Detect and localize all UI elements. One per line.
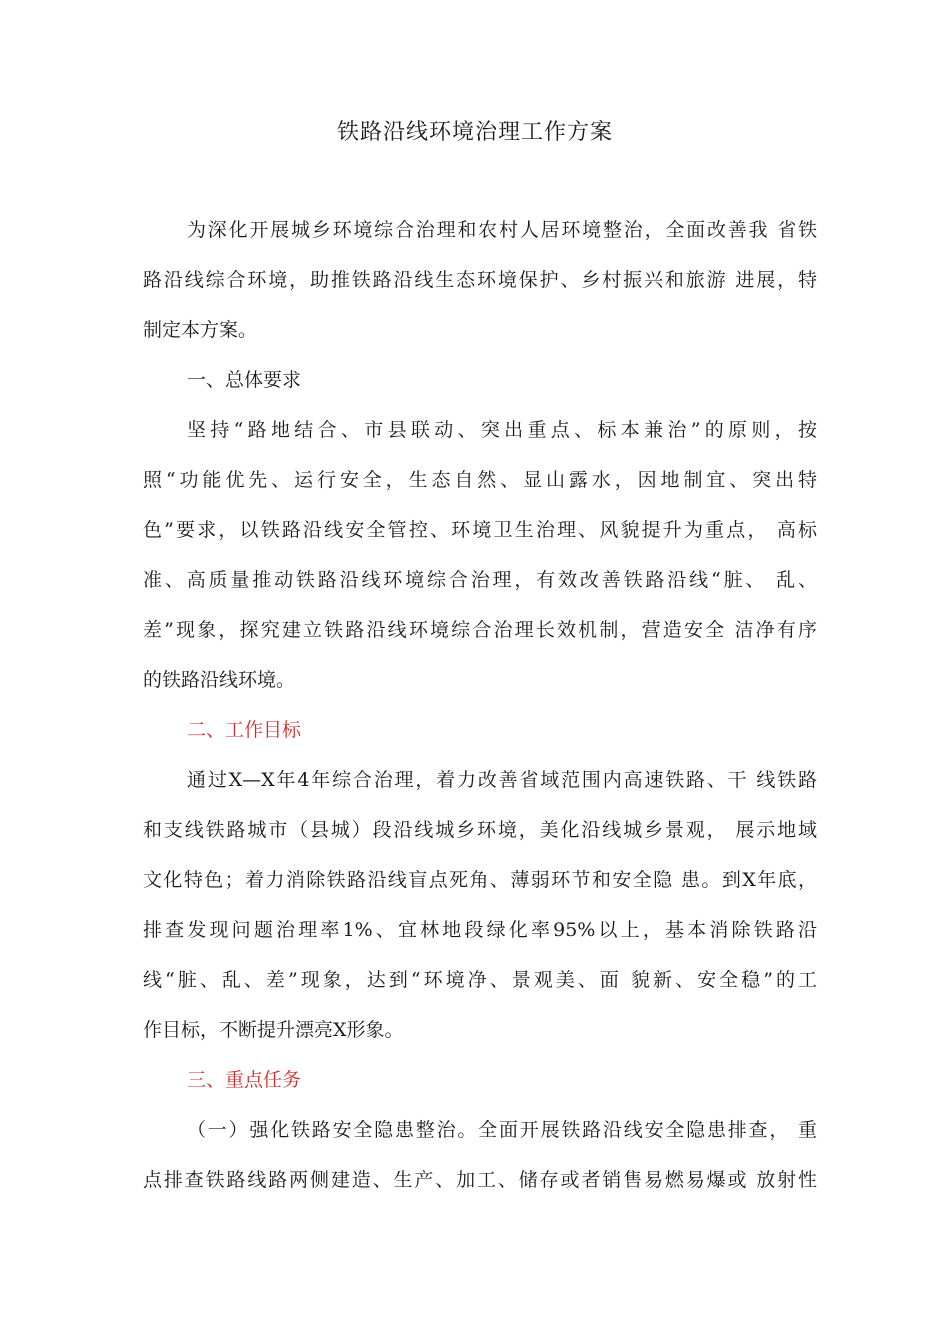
paragraph-line: 通过X—X年4年综合治理，着力改善省域范围内高速铁路、干 线铁路 — [187, 769, 817, 791]
paragraph-line: （一）强化铁路安全隐患整治。全面开展铁路沿线安全隐患排查， 重 — [187, 1119, 817, 1141]
paragraph-line: 点排查铁路线路两侧建造、生产、加工、储存或者销售易燃易爆或 放射性 — [143, 1169, 817, 1191]
paragraph-line: 路沿线综合环境，助推铁路沿线生态环境保护、乡村振兴和旅游 进展，特 — [143, 269, 817, 291]
paragraph-line: 排查发现问题治理率1%、宜林地段绿化率95%以上，基本消除铁路沿 — [143, 919, 817, 941]
paragraph-line: 制定本方案。 — [143, 319, 258, 341]
paragraph-line: 为深化开展城乡环境综合治理和农村人居环境整治，全面改善我 省铁 — [187, 219, 817, 241]
paragraph-line: 的铁路沿线环境。 — [143, 669, 296, 691]
paragraph-line: 准、高质量推动铁路沿线环境综合治理，有效改善铁路沿线“脏、 乱、 — [143, 569, 817, 591]
paragraph-line: 文化特色；着力消除铁路沿线盲点死角、薄弱环节和安全隐 患。到X年底， — [143, 869, 817, 891]
paragraph-line: 差”现象，探究建立铁路沿线环境综合治理长效机制，营造安全 洁净有序 — [143, 619, 817, 641]
paragraph-line: 照“功能优先、运行安全，生态自然、显山露水，因地制宜、突出特 — [143, 469, 817, 491]
document-title: 铁路沿线环境治理工作方案 — [336, 120, 613, 145]
paragraph-line: 作目标，不断提升漂亮X形象。 — [143, 1019, 404, 1041]
paragraph-line: 线“脏、乱、差”现象，达到“环境净、景观美、面 貌新、安全稳”的工 — [143, 969, 817, 991]
paragraph-line: 坚持“路地结合、市县联动、突出重点、标本兼治”的原则，按 — [187, 419, 817, 441]
paragraph-line: 和支线铁路城市（县城）段沿线城乡环境，美化沿线城乡景观， 展示地域 — [143, 819, 817, 841]
section-heading: 二、工作目标 — [187, 719, 302, 741]
section-heading: 三、重点任务 — [187, 1069, 302, 1091]
paragraph-line: 色”要求，以铁路沿线安全管控、环境卫生治理、风貌提升为重点， 高标 — [143, 519, 817, 541]
section-heading: 一、总体要求 — [187, 369, 302, 391]
